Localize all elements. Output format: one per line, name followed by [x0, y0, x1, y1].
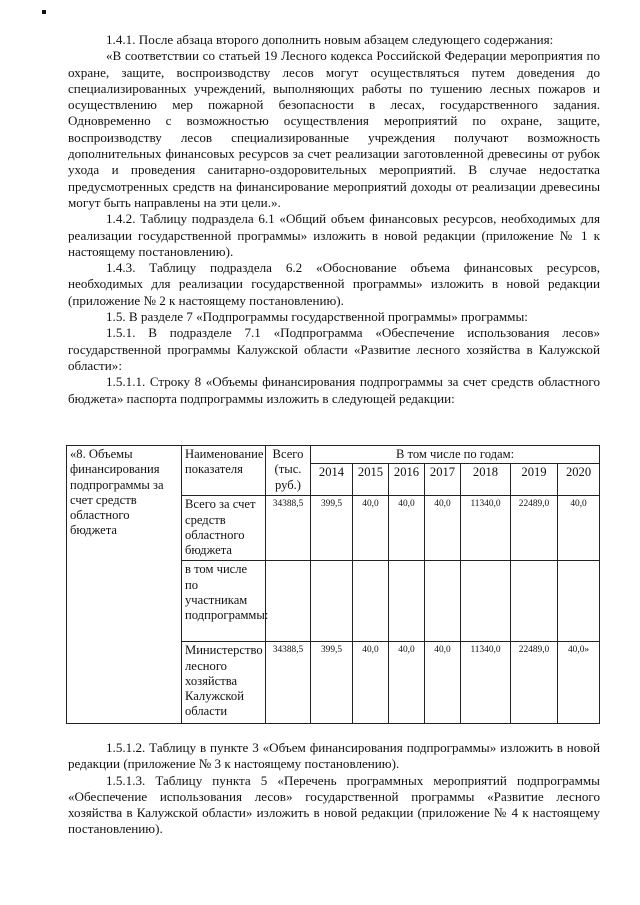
year-2020: 2020	[558, 464, 600, 496]
row-value-2017: 40,0	[425, 642, 461, 724]
year-2014: 2014	[311, 464, 353, 496]
text-block-top	[68, 32, 600, 407]
paragraph-1-4-2: 1.4.2. Таблицу подраздела 6.1 «Общий объем финансовых ресурсов, необходимых для реализации государственной программы» изложить в новой редакции (приложение № 1 к настоящему постановлению).	[68, 211, 600, 259]
row-value-2020: 40,0»	[558, 642, 600, 724]
year-2018: 2018	[461, 464, 511, 496]
row-value-2015: 40,0	[353, 496, 389, 561]
row-total: 34388,5	[266, 496, 311, 561]
row-total	[266, 561, 311, 642]
year-2019: 2019	[511, 464, 558, 496]
year-2016: 2016	[389, 464, 425, 496]
paragraph-1-5-1-1: 1.5.1.1. Строку 8 «Объемы финансирования подпрограммы за счет средств областного бюджета» паспорта подпрограммы изложить в следующей редакции:	[68, 374, 600, 406]
row-value-2017	[425, 561, 461, 642]
row-name: Министерство лесного хозяйства Калужской области	[182, 642, 266, 724]
row-value-2014: 399,5	[311, 496, 353, 561]
row-value-2019	[511, 561, 558, 642]
text-block-bottom	[68, 740, 600, 838]
col-name-header: Наименование показателя	[182, 446, 266, 496]
row-value-2015: 40,0	[353, 642, 389, 724]
row-value-2020: 40,0	[558, 496, 600, 561]
row-value-2014: 399,5	[311, 642, 353, 724]
row-value-2015	[353, 561, 389, 642]
paragraph-1-5-1-2: 1.5.1.2. Таблицу в пункте 3 «Объем финансирования подпрограммы» изложить в новой редакции (приложение № 3 к настоящему постановлению).	[68, 740, 600, 772]
row-value-2018: 11340,0	[461, 496, 511, 561]
row-value-2016	[389, 561, 425, 642]
paragraph-1-5-1: 1.5.1. В подразделе 7.1 «Подпрограмма «Обеспечение использования лесов» государственной программы Калужской области «Развитие лесного хозяйства в Калужской области»:	[68, 325, 600, 373]
col-total-header: Всего (тыс. руб.)	[266, 446, 311, 496]
row-value-2016: 40,0	[389, 642, 425, 724]
row-name: Всего за счет средств областного бюджета	[182, 496, 266, 561]
paragraph-1-4-1: 1.4.1. После абзаца второго дополнить новым абзацем следующего содержания:	[106, 32, 554, 47]
years-header: В том числе по годам:	[311, 446, 600, 464]
row-value-2018: 11340,0	[461, 642, 511, 724]
row-total: 34388,5	[266, 642, 311, 724]
page-mark	[42, 10, 46, 14]
year-2017: 2017	[425, 464, 461, 496]
table-header-row	[67, 446, 600, 464]
row-value-2017: 40,0	[425, 496, 461, 561]
row-name: в том числе по участникам подпрограммы:	[182, 561, 266, 642]
financing-table	[66, 445, 600, 724]
row-value-2014	[311, 561, 353, 642]
year-2015: 2015	[353, 464, 389, 496]
row-value-2020	[558, 561, 600, 642]
row-value-2016: 40,0	[389, 496, 425, 561]
row-value-2019: 22489,0	[511, 496, 558, 561]
paragraph-1-5-1-3: 1.5.1.3. Таблицу пункта 5 «Перечень программных мероприятий подпрограммы «Обеспечение использования лесов» государственной программы «Развитие лесного хозяйства в Калужской области» изложить в новой редакции (приложение № 4 к настоящему постановлению).	[68, 772, 600, 837]
row-label-cell: «8. Объемы финансирования подпрограммы за счет средств областного бюджета	[67, 446, 182, 724]
paragraph-quote: «В соответствии со статьей 19 Лесного кодекса Российской Федерации мероприятия по охране, защите, воспроизводству лесов могут осуществляться путем доведения до специализированных учреждений, выполняющих работы по тушению лесных пожаров и осуществлению мер пожарной безопасности в лесах, государственного задания. Одновременно с возможностью осуществления мероприятий по охране, защите, воспроизводству лесов специализированные учреждения получают возможность дополнительных финансовых ресурсов за счет реализации заготовленной древесины от рубок ухода и проведения санитарно-оздоровительных мероприятий. В случае недостатка предусмотренных средств на финансирование мероприятий доходы от реализации древесины могут быть направлены на эти цели.».	[68, 48, 600, 210]
row-value-2018	[461, 561, 511, 642]
row-value-2019: 22489,0	[511, 642, 558, 724]
paragraph-1-4-3: 1.4.3. Таблицу подраздела 6.2 «Обоснование объема финансовых ресурсов, необходимых для реализации государственной программы» изложить в новой редакции (приложение № 2 к настоящему постановлению).	[68, 260, 600, 308]
paragraph-1-5: 1.5. В разделе 7 «Подпрограммы государственной программы» программы:	[106, 309, 528, 325]
